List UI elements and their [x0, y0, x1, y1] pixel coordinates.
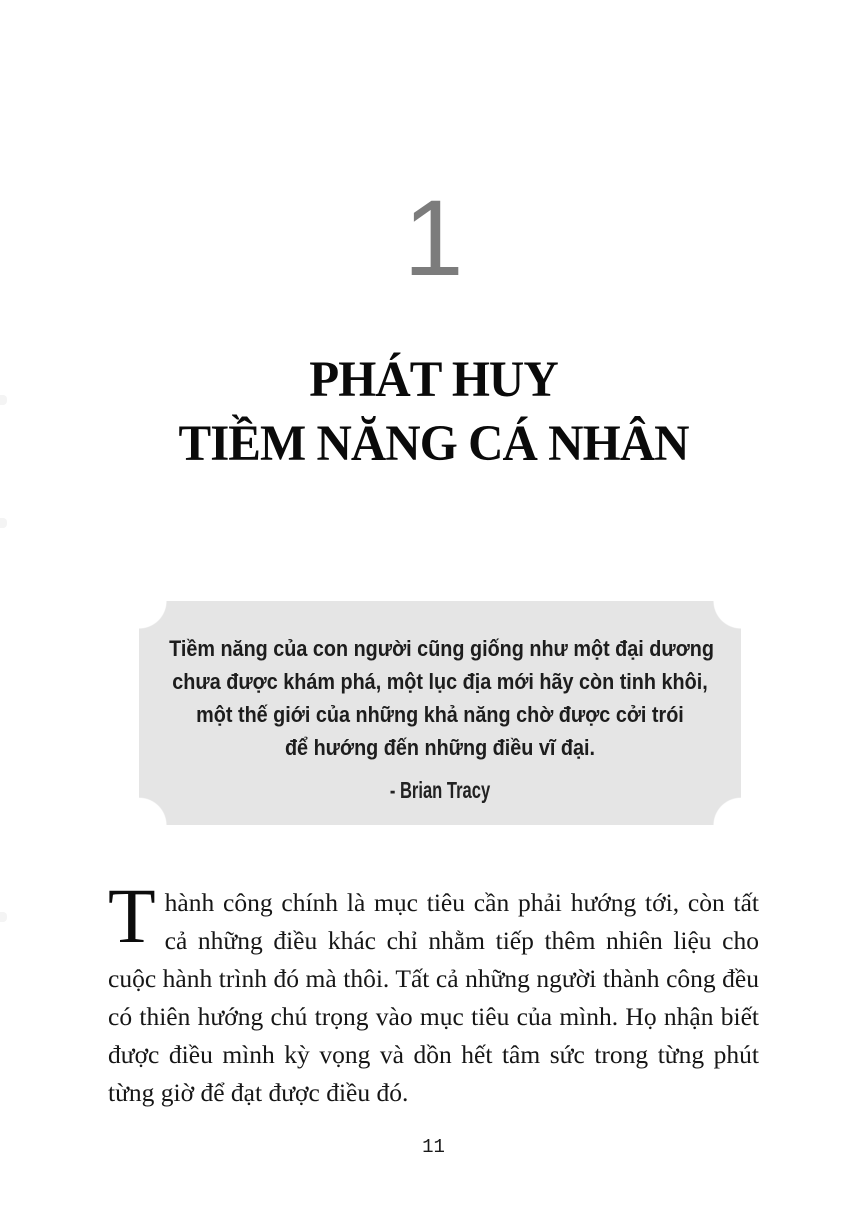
drop-cap: T [108, 872, 156, 959]
scan-artifact [0, 912, 7, 922]
quote-attribution: - Brian Tracy [389, 777, 491, 803]
body-paragraph [108, 872, 759, 1112]
quote-line: chưa được khám phá, một lục địa mới hãy còn tinh khôi, [172, 669, 708, 694]
scan-artifact [0, 518, 7, 528]
body-paragraph-text: hành công chính là mục tiêu cần phải hướng tới, còn tất cả những điều khác chỉ nhằm tiếp thêm nhiên liệu cho cuộc hành trình đó mà thôi. Tất cả những người thành công đều có thiên hướng chú trọng vào mục tiêu của mình. Họ nhận biết được điều mình kỳ vọng và dồn hết tâm sức trong từng phút từng giờ để đạt được điều đó. [108, 888, 759, 1107]
quote-line: Tiềm năng của con người cũng giống như một đại dương [169, 636, 714, 661]
quote-line: để hướng đến những điều vĩ đại. [284, 735, 596, 760]
scan-artifact [0, 395, 7, 405]
chapter-number: 1 [403, 177, 464, 298]
chapter-title [17, 348, 849, 476]
quote-line: một thế giới của những khả năng chờ được cởi trói [196, 702, 684, 727]
quote-box [139, 601, 741, 825]
page-number: 11 [422, 1136, 445, 1158]
quote-text [169, 632, 714, 764]
chapter-title-line-2: TIỀM NĂNG CÁ NHÂN [178, 416, 689, 472]
chapter-title-line-1: PHÁT HUY [309, 352, 558, 408]
